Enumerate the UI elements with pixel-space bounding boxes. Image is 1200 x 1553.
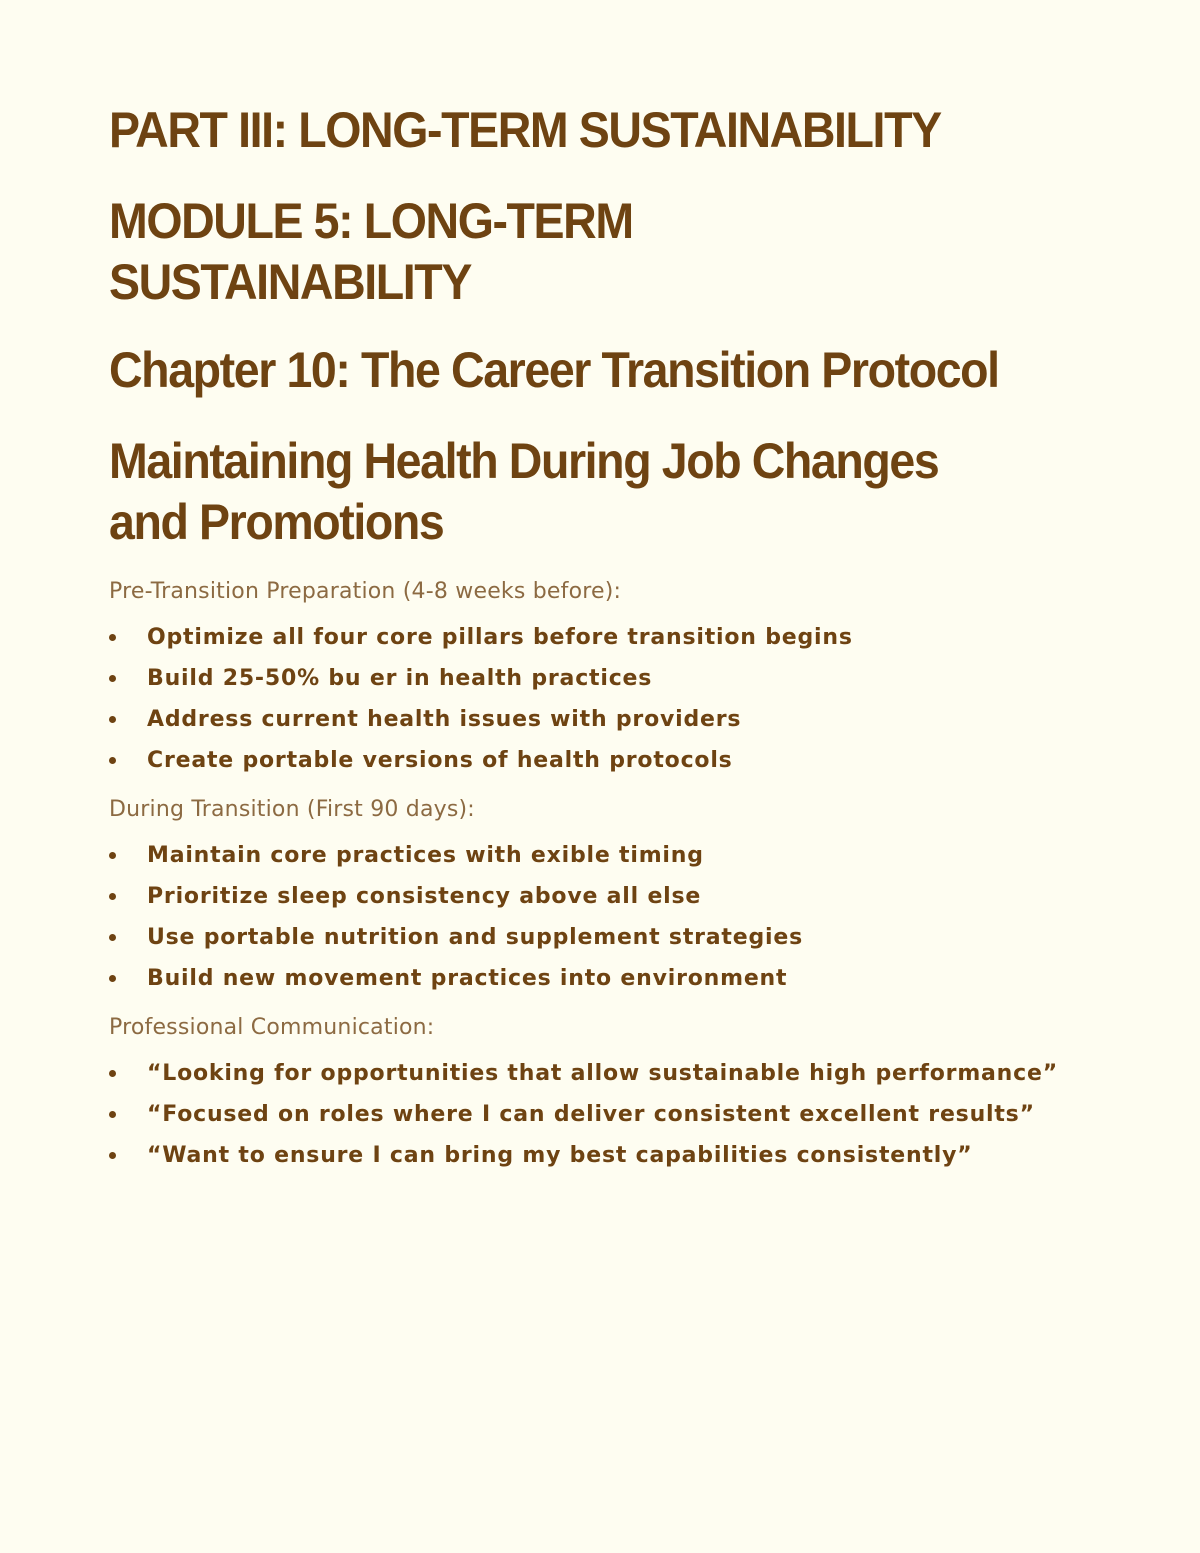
list-item-text: Build new movement practices into environment — [147, 966, 788, 991]
list-item — [109, 617, 1109, 658]
list-item — [109, 740, 1109, 781]
topic-title-line-1: Maintaining Health During Job Changes — [109, 433, 939, 489]
list-item-text: Address current health issues with providers — [147, 707, 742, 732]
module-title-line-2: SUSTAINABILITY — [109, 254, 471, 310]
bullet-icon — [109, 675, 116, 682]
chapter-title-text: Chapter 10: The Career Transition Protocol — [109, 342, 999, 398]
list-item-text: Create portable versions of health protocols — [147, 748, 733, 773]
topic-title-line-2: and Promotions — [109, 494, 444, 550]
bullet-list-during-transition — [109, 835, 1109, 999]
part-title — [109, 100, 1109, 161]
chapter-title — [109, 340, 1109, 401]
module-title-line-1: MODULE 5: LONG-TERM — [109, 193, 633, 249]
bullet-icon — [109, 852, 116, 859]
list-item-text: Optimize all four core pillars before transition begins — [147, 625, 853, 650]
list-item — [109, 876, 1109, 917]
bullet-list-professional-communication — [109, 1053, 1109, 1176]
section-label-during-transition: During Transition (First 90 days): — [109, 797, 475, 822]
list-item-text: “Want to ensure I can bring my best capabilities consistently” — [147, 1143, 973, 1168]
list-item-text: Build 25-50% bu er in health practices — [147, 666, 653, 691]
bullet-icon — [109, 893, 116, 900]
list-item — [109, 658, 1109, 699]
section-label-professional-communication: Professional Communication: — [109, 1015, 435, 1040]
bullet-list-pre-transition — [109, 617, 1109, 781]
list-item — [109, 1053, 1109, 1094]
part-title-text: PART III: LONG-TERM SUSTAINABILITY — [109, 102, 941, 158]
list-item-text: Prioritize sleep consistency above all else — [147, 884, 702, 909]
bullet-icon — [109, 716, 116, 723]
bullet-icon — [109, 934, 116, 941]
bullet-icon — [109, 757, 116, 764]
section-label-pre-transition: Pre-Transition Preparation (4-8 weeks before): — [109, 579, 622, 604]
document-page — [109, 100, 1109, 1190]
list-item-text: Use portable nutrition and supplement strategies — [147, 925, 803, 950]
bullet-icon — [109, 1111, 116, 1118]
bullet-icon — [109, 1070, 116, 1077]
list-item — [109, 958, 1109, 999]
list-item — [109, 1135, 1109, 1176]
bullet-icon — [109, 975, 116, 982]
topic-title — [109, 431, 1109, 553]
bullet-icon — [109, 634, 116, 641]
list-item-text: “Looking for opportunities that allow sustainable high performance” — [147, 1061, 1058, 1086]
module-title — [109, 191, 1109, 313]
list-item-text: “Focused on roles where I can deliver consistent excellent results” — [147, 1102, 1035, 1127]
list-item-text: Maintain core practices with exible timing — [147, 843, 704, 868]
list-item — [109, 1094, 1109, 1135]
list-item — [109, 699, 1109, 740]
list-item — [109, 917, 1109, 958]
list-item — [109, 835, 1109, 876]
bullet-icon — [109, 1152, 116, 1159]
